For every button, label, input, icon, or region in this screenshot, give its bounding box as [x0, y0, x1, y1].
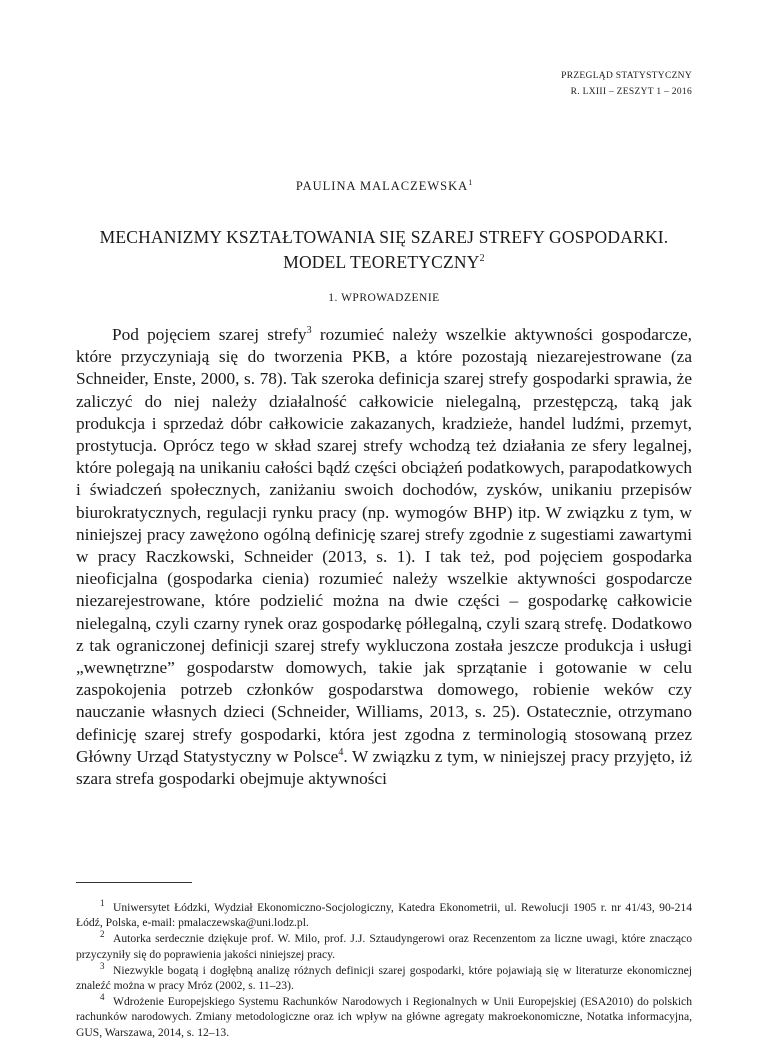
- article-title: [0, 226, 768, 273]
- running-header: [561, 68, 692, 100]
- section-heading: 1. WPROWADZENIE: [328, 292, 440, 304]
- title-line-2-wrap: [0, 248, 768, 273]
- footnote: 3 Niezwykle bogatą i dogłębną analizę różnych definicji szarej gospodarki, które pojawiają się w literaturze ekonomicznej znaleźć można w pracy Mróz (2002, s. 11–23).: [76, 960, 692, 993]
- footnote: 1 Uniwersytet Łódzki, Wydział Ekonomiczno-Socjologiczny, Katedra Ekonometrii, ul. Rewolucji 1905 r. nr 41/43, 90-214 Łódź, Polska, e-mail: pmalaczewska@uni.lodz.pl.: [76, 898, 692, 930]
- footnotes: [76, 900, 692, 1041]
- body-text-part-1: Pod pojęciem szarej strefy: [112, 325, 307, 344]
- footnote-text: Niezwykle bogatą i dogłębną analizę różnych definicji szarej gospodarki, które pojawiają się w literaturze ekonomicznej znaleźć można w pracy Mróz (2002, s. 11–23).: [76, 963, 692, 993]
- title-line-2: MODEL TEORETYCZNY: [283, 251, 480, 272]
- footnote: 2 Autorka serdecznie dziękuje prof. W. Milo, prof. J.J. Sztaudyngerowi oraz Recenzentom za liczne uwagi, które znacząco przyczyniły się do poprawienia jakości niniejszej pracy.: [76, 929, 692, 961]
- footnote-ref-4: 4: [338, 747, 344, 759]
- footnote-text: Wdrożenie Europejskiego Systemu Rachunków Narodowych i Regionalnych w Unii Europejskiej (ESA2010) do polskich rachunków narodowych. Zmiany metodologiczne oraz ich wpływ na główne agregaty makroekonomiczne, Notatka informacyjna, GUS, Warszawa, 2014, s. 12–13.: [76, 994, 692, 1039]
- footnote-text: Uniwersytet Łódzki, Wydział Ekonomiczno-Socjologiczny, Katedra Ekonometrii, ul. Rewolucji 1905 r. nr 41/43, 90-214 Łódź, Polska, e-mail: pmalaczewska@uni.lodz.pl.: [76, 901, 692, 930]
- footnote-rule: [76, 882, 192, 883]
- title-footnote-mark: 2: [479, 253, 485, 264]
- author-footnote-mark: 1: [468, 178, 473, 187]
- journal-name: PRZEGLĄD STATYSTYCZNY: [561, 71, 692, 81]
- footnote-text: Autorka serdecznie dziękuje prof. W. Milo, prof. J.J. Sztaudyngerowi oraz Recenzentom za liczne uwagi, które znacząco przyczyniły się do poprawienia jakości niniejszej pracy.: [76, 932, 692, 961]
- body-text-part-2: rozumieć należy wszelkie aktywności gospodarcze, które przyczyniają się do tworzenia PKB, a które pozostają niezarejestrowane (za Schneider, Enste, 2000, s. 78). Tak szeroka definicja szarej strefy gospodarki sprawia, że zaliczyć do niej należy działalność całkowicie nielegalną, przestępczą, taką jak produkcja i sprzedaż dóbr całkowicie zakazanych, kradzieże, handel ludźmi, przemyt, prostytucja. Oprócz tego w skład szarej strefy wchodzą też działania ze sfery legalnej, które polegają na unikaniu całości bądź części obciążeń podatkowych, parapodatkowych i świadczeń społecznych, zaniżaniu swoich dochodów, zysków, unikaniu przepisów biurokratycznych, regulacji rynku pracy (np. wymogów BHP) itp. W związku z tym, w niniejszej pracy zawężono ogólną definicję szarej strefy zgodnie z sugestiami zawartymi w pracy Raczkowski, Schneider (2013, s. 1). I tak też, pod pojęciem gospodarka nieoficjalna (gospodarka cienia) rozumieć należy wszelkie aktywności gospodarcze niezarejestrowane, które podzielić można na dwie części – gospodarkę całkowicie nielegalną, czyli czarny rynek oraz gospodarkę półlegalną, czyli szarą strefę. Dodatkowo z tak ograniczonej definicji szarej strefy wykluczona została jeszcze produkcja i usługi „wewnętrzne” gospodarstw domowych, takie jak sprzątanie i gotowanie w celu zaspokojenia potrzeb członków gospodarstwa domowego, robienie weków czy nauczanie własnych dzieci (Schneider, Williams, 2013, s. 25). Ostatecznie, otrzymano definicję szarej strefy gospodarki, która jest zgodna z terminologią stosowaną przez Główny Urząd Statystyczny w Polsce: [76, 325, 692, 766]
- journal-issue: R. LXIII – ZESZYT 1 – 2016: [570, 87, 692, 97]
- title-line-1: MECHANIZMY KSZTAŁTOWANIA SIĘ SZAREJ STREFY GOSPODARKI.: [99, 227, 669, 247]
- author-line: [0, 178, 768, 194]
- footnote: 4 Wdrożenie Europejskiego Systemu Rachunków Narodowych i Regionalnych w Unii Europejskiej (ESA2010) do polskich rachunków narodowych. Zmiany metodologiczne oraz ich wpływ na główne agregaty makroekonomiczne, Notatka informacyjna, GUS, Warszawa, 2014, s. 12–13.: [76, 992, 692, 1039]
- footnote-ref-3: 3: [306, 325, 312, 337]
- body-paragraph: [76, 324, 692, 790]
- body-text-part-3: . W związku z tym, w niniejszej pracy przyjęto, iż szara strefa gospodarki obejmuje aktywności: [76, 746, 693, 789]
- author-name: PAULINA MALACZEWSKA: [295, 179, 469, 194]
